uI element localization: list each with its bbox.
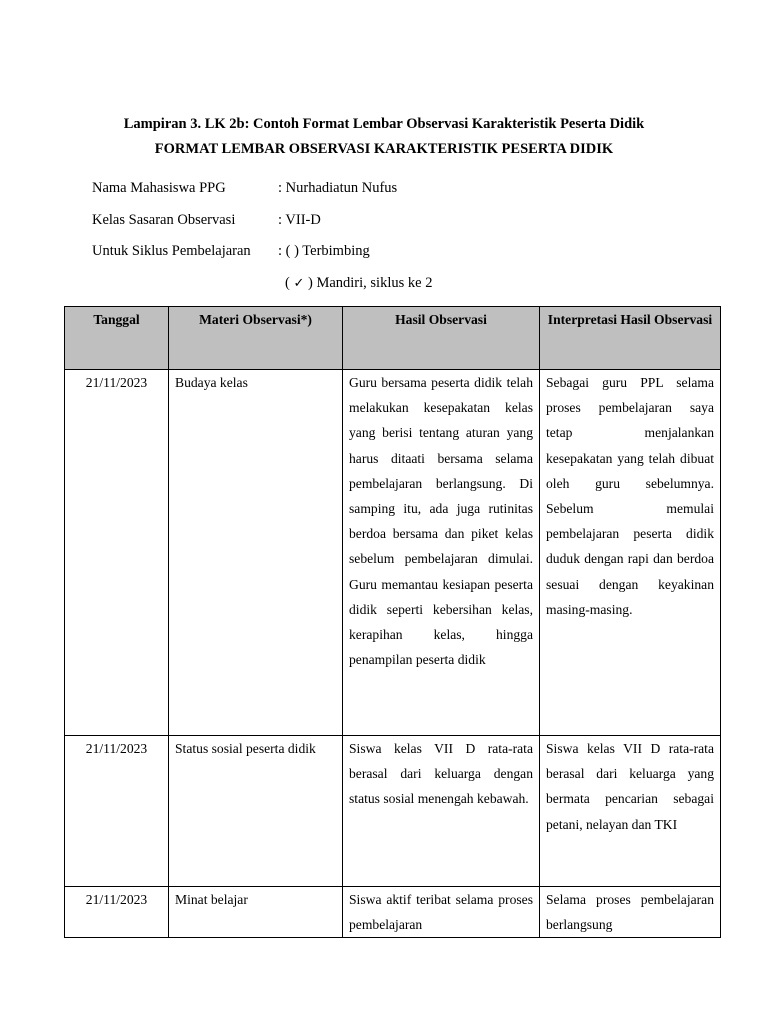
table-row (65, 887, 721, 938)
document-form-title: FORMAT LEMBAR OBSERVASI KARAKTERISTIK PESERTA DIDIK (154, 141, 614, 157)
column-header-date: Tanggal (65, 307, 169, 370)
cycle-option-guided: : ( ) Terbimbing (278, 243, 370, 259)
table-header-row (65, 307, 721, 370)
column-header-result: Hasil Observasi (343, 307, 540, 370)
row-interpretation: Selama proses pembelajaran berlangsung (540, 887, 721, 938)
column-header-topic: Materi Observasi*) (169, 307, 343, 370)
student-name-label: Nama Mahasiswa PPG (92, 180, 226, 196)
table-row (65, 736, 721, 887)
target-class-value: : VII-D (278, 212, 321, 228)
cycle-option-independent (285, 275, 432, 292)
row-interpretation: Siswa kelas VII D rata-rata berasal dari keluarga yang bermata pencarian sebagai petani, nelayan dan TKI (540, 736, 721, 887)
row-result: Siswa aktif teribat selama proses pembelajaran (343, 887, 540, 938)
row-topic: Budaya kelas (169, 370, 343, 736)
row-interpretation: Sebagai guru PPL selama proses pembelajaran saya tetap menjalankan kesepakatan yang telah dibuat oleh guru sebelumnya. Sebelum memulai pembelajaran peserta didik duduk dengan rapi dan berdoa sesuai dengan keyakinan masing-masing. (540, 370, 721, 736)
learning-cycle-label: Untuk Siklus Pembelajaran (92, 243, 251, 259)
target-class-label: Kelas Sasaran Observasi (92, 212, 236, 228)
document-appendix-title: Lampiran 3. LK 2b: Contoh Format Lembar Observasi Karakteristik Peserta Didik (123, 116, 645, 132)
row-date: 21/11/2023 (65, 370, 169, 736)
observation-table (64, 306, 721, 938)
row-date: 21/11/2023 (65, 736, 169, 887)
row-result: Guru bersama peserta didik telah melakukan kesepakatan kelas yang berisi tentang aturan yang harus ditaati bersama selama pembelajaran berlangsung. Di samping itu, ada juga rutinitas berdoa bersama dan piket kelas sebelum pembelajaran dimulai. Guru memantau kesiapan peserta didik seperti kebersihan kelas, kerapihan kelas, hingga penampilan peserta didik (343, 370, 540, 736)
row-date: 21/11/2023 (65, 887, 169, 938)
cycle-option-independent-open: ( (285, 275, 294, 291)
table-row (65, 370, 721, 736)
column-header-interpretation: Interpretasi Hasil Observasi (540, 307, 721, 370)
checkmark-icon: ✓ (293, 276, 305, 291)
row-topic: Minat belajar (169, 887, 343, 938)
row-result: Siswa kelas VII D rata-rata berasal dari keluarga dengan status sosial menengah kebawah. (343, 736, 540, 887)
cycle-option-independent-text: ) Mandiri, siklus ke 2 (304, 275, 433, 291)
student-name-value: : Nurhadiatun Nufus (278, 180, 398, 196)
row-topic: Status sosial peserta didik (169, 736, 343, 887)
